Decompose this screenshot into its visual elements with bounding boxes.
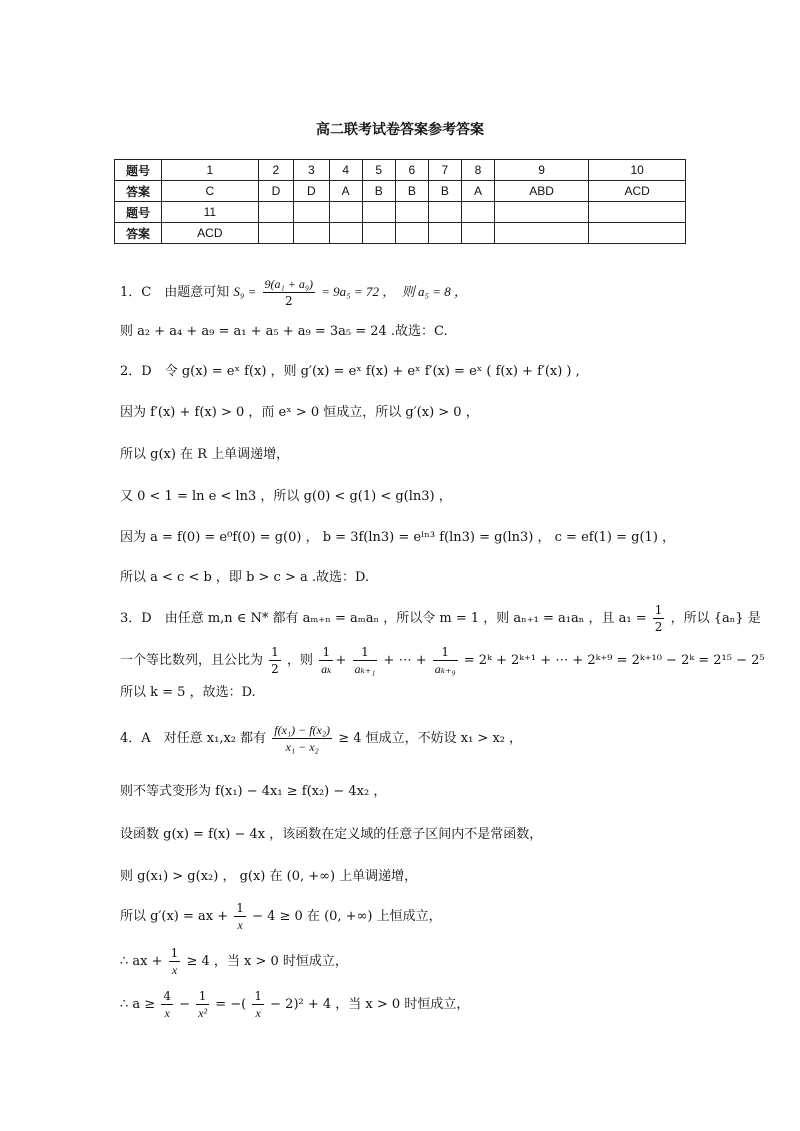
- q3-ratio-num: 1: [271, 645, 279, 659]
- table-cell: B: [395, 181, 428, 202]
- q4-line7-mid: = −(: [215, 997, 247, 1012]
- q4-frac-num: f(x₁) − f(x₂): [274, 723, 331, 737]
- q4-line7-d1: x: [164, 1006, 170, 1020]
- q3-line2-a: 一个等比数列，且公比为: [120, 653, 264, 668]
- q3-line-2: 一个等比数列，且公比为 $\frac{1}{2}$ ，则 $\frac{1}{\text{aₖ}}$ + $\frac{1}{\text{aₖ₊₁}}$ + ⋯ + $\frac{1}{\text{aₖ₊₉}}$ = 2ᵏ + 2ᵏ⁺¹ + ⋯ + 2ᵏ⁺⁹ = 2ᵏ⁺¹⁰ − 2ᵏ = 2¹⁵ − 2⁵: [120, 645, 765, 676]
- q3-half-num: 1: [654, 603, 663, 617]
- q1-after: = 9a₅ = 72 ， 则 a₅ = 8 ，: [321, 284, 467, 299]
- row-header: 答案: [115, 223, 162, 244]
- q3-half: [653, 602, 665, 635]
- table-cell: 11: [162, 202, 259, 223]
- q4-line7-d3: x: [255, 1006, 261, 1020]
- table-cell: ABD: [495, 181, 589, 202]
- q3-line-1: [120, 602, 761, 635]
- table-cell: [428, 202, 461, 223]
- q4-line5-frac: [234, 900, 246, 933]
- table-cell: A: [329, 181, 362, 202]
- q2-line-6: 所以 a < c < b ，即 b > c > a .故选：D.: [120, 570, 370, 585]
- q4-line6-den: x: [171, 963, 178, 977]
- table-cell: 10: [589, 160, 686, 181]
- q4-line5-a: 所以 g′(x) = ax +: [120, 909, 229, 924]
- table-cell: C: [162, 181, 259, 202]
- q4-line6-num: 1: [170, 946, 179, 960]
- q4-line7-b: − 2)² + 4 ，当 x > 0 时恒成立，: [270, 997, 470, 1012]
- table-cell: [294, 223, 329, 244]
- answer-table: [114, 159, 686, 244]
- q2-line-2: 因为 f′(x) + f(x) > 0 ，而 eˣ > 0 恒成立，所以 g′(x) > 0 ，: [120, 405, 479, 420]
- table-cell: [395, 202, 428, 223]
- q3-line-3: 所以 k = 5 ，故选：D.: [120, 685, 256, 700]
- table-cell: 7: [428, 160, 461, 181]
- q1-fraction: [263, 276, 315, 309]
- q2-line-3: 所以 g(x) 在 R 上单调递增，: [120, 447, 290, 462]
- row-header: 答案: [115, 181, 162, 202]
- table-cell: [329, 223, 362, 244]
- table-cell: 9: [495, 160, 589, 181]
- table-cell: [589, 223, 686, 244]
- q3-term1: [319, 644, 333, 677]
- q3-term1-den: aₖ: [321, 662, 332, 676]
- table-row: [115, 202, 686, 223]
- q4-line5-den: x: [237, 918, 243, 932]
- table-cell: 4: [329, 160, 362, 181]
- table-row: [115, 223, 686, 244]
- q4-line-1: [120, 722, 522, 755]
- q4-frac-den: x₁ − x₂: [285, 740, 319, 754]
- q1-line-1: [120, 276, 467, 309]
- q4-line-2: 则不等式变形为 f(x₁) − 4x₁ ≥ f(x₂) − 4x₂ ，: [120, 784, 387, 799]
- table-cell: [362, 223, 395, 244]
- q4-line7-n1: 4: [163, 989, 171, 1003]
- q4-line1-b: ≥ 4 恒成立，不妨设 x₁ > x₂ ，: [338, 731, 523, 746]
- q2-line-5: 因为 a = f(0) = e⁰f(0) = g(0) ， b = 3f(ln3) = eˡⁿ³ f(ln3) = g(ln3) ， c = ef(1) = g(1) ，: [120, 530, 676, 545]
- q3-half-den: 2: [654, 620, 663, 634]
- q4-line7-frac1: [161, 988, 173, 1021]
- table-cell: [461, 223, 494, 244]
- q4-line7-n3: 1: [254, 989, 263, 1003]
- table-cell: ACD: [589, 181, 686, 202]
- q4-line-5: [120, 900, 442, 933]
- q4-line6-a: ∴ ax +: [120, 954, 163, 969]
- q4-line7-frac2: [196, 988, 209, 1021]
- q2-line-1: 2．D 令 g(x) = eˣ f(x) ，则 g′(x) = eˣ f(x) + eˣ f′(x) = eˣ ( f(x) + f′(x) ) ,: [120, 364, 580, 379]
- q3-term2-den: aₖ₊₁: [354, 662, 376, 676]
- table-cell: D: [294, 181, 329, 202]
- table-cell: [258, 202, 293, 223]
- table-cell: 2: [258, 160, 293, 181]
- q3-term3-num: 1: [433, 644, 458, 661]
- q1-head: 1．C 由题意可知: [120, 285, 230, 300]
- row-header: 题号: [115, 160, 162, 181]
- q3-term2: [353, 644, 378, 677]
- q3-plus-dots: + ⋯ +: [383, 653, 427, 668]
- q3-term1-num: 1: [319, 644, 333, 661]
- table-row: [115, 160, 686, 181]
- table-cell: [258, 223, 293, 244]
- q4-line7-d2: x²: [198, 1006, 208, 1020]
- table-cell: 3: [294, 160, 329, 181]
- q1-frac-den: 2: [284, 294, 293, 308]
- table-cell: [362, 202, 395, 223]
- q4-line-6: [120, 945, 348, 978]
- q4-fraction: [272, 722, 332, 755]
- q4-line-7: [120, 988, 469, 1021]
- table-cell: [428, 223, 461, 244]
- q4-line6-frac: [169, 945, 181, 978]
- q4-line1-a: 4．A 对任意 x₁,x₂ 都有: [120, 731, 267, 746]
- q3-term3-den: aₖ₊₉: [434, 662, 456, 676]
- table-cell: [495, 202, 589, 223]
- q4-line5-num: 1: [236, 901, 244, 915]
- q4-line5-b: − 4 ≥ 0 在 (0, +∞) 上恒成立，: [252, 909, 442, 924]
- table-cell: [294, 202, 329, 223]
- table-cell: 8: [461, 160, 494, 181]
- table-cell: D: [258, 181, 293, 202]
- table-cell: [461, 202, 494, 223]
- table-cell: A: [461, 181, 494, 202]
- table-cell: B: [428, 181, 461, 202]
- table-cell: [589, 202, 686, 223]
- q3-ratio-den: 2: [271, 662, 279, 676]
- table-cell: 6: [395, 160, 428, 181]
- table-cell: ACD: [162, 223, 259, 244]
- q1-s9: S₉ =: [233, 284, 257, 299]
- table-cell: 5: [362, 160, 395, 181]
- table-cell: 1: [162, 160, 259, 181]
- q3-line1-b: ，所以 {aₙ} 是: [670, 611, 761, 626]
- q4-line7-n2: 1: [196, 988, 209, 1005]
- q4-line-3: 设函数 g(x) = f(x) − 4x ，该函数在定义域的任意子区间内不是常函数，: [120, 827, 543, 842]
- q3-line2-c: = 2ᵏ + 2ᵏ⁺¹ + ⋯ + 2ᵏ⁺⁹ = 2ᵏ⁺¹⁰ − 2ᵏ = 2¹⁵ − 2⁵: [463, 653, 765, 668]
- q3-ratio: [269, 644, 281, 677]
- q4-line7-minus: −: [179, 997, 191, 1012]
- row-header: 题号: [115, 202, 162, 223]
- q4-line-4: 则 g(x₁) > g(x₂) ， g(x) 在 (0, +∞) 上单调递增，: [120, 869, 418, 884]
- q4-line6-b: ≥ 4 ，当 x > 0 时恒成立，: [186, 954, 348, 969]
- table-cell: [495, 223, 589, 244]
- q3-term3: [433, 644, 458, 677]
- q3-line2-b: ，则: [286, 653, 313, 668]
- q1-line-2: 则 a₂ + a₄ + a₉ = a₁ + a₅ + a₉ = 3a₅ = 24 .故选：C.: [120, 324, 448, 339]
- table-row: [115, 181, 686, 202]
- q3-line1-a: 3．D 由任意 m,n ∈ N* 都有 aₘ₊ₙ = aₘaₙ ，所以令 m = 1 ，则 aₙ₊₁ = a₁aₙ ，且 a₁ =: [120, 611, 647, 626]
- q1-frac-num: 9(a₁ + a₉): [264, 277, 313, 291]
- table-cell: [395, 223, 428, 244]
- q3-term2-num: 1: [353, 644, 378, 661]
- table-cell: [329, 202, 362, 223]
- table-cell: B: [362, 181, 395, 202]
- q4-line7-frac3: [252, 988, 264, 1021]
- page-title: 高二联考试卷答案参考答案: [316, 122, 484, 138]
- q2-line-4: 又 0 < 1 = ln e < ln3 ，所以 g(0) < g(1) < g(ln3) ，: [120, 489, 452, 504]
- q4-line7-a: ∴ a ≥: [120, 997, 156, 1012]
